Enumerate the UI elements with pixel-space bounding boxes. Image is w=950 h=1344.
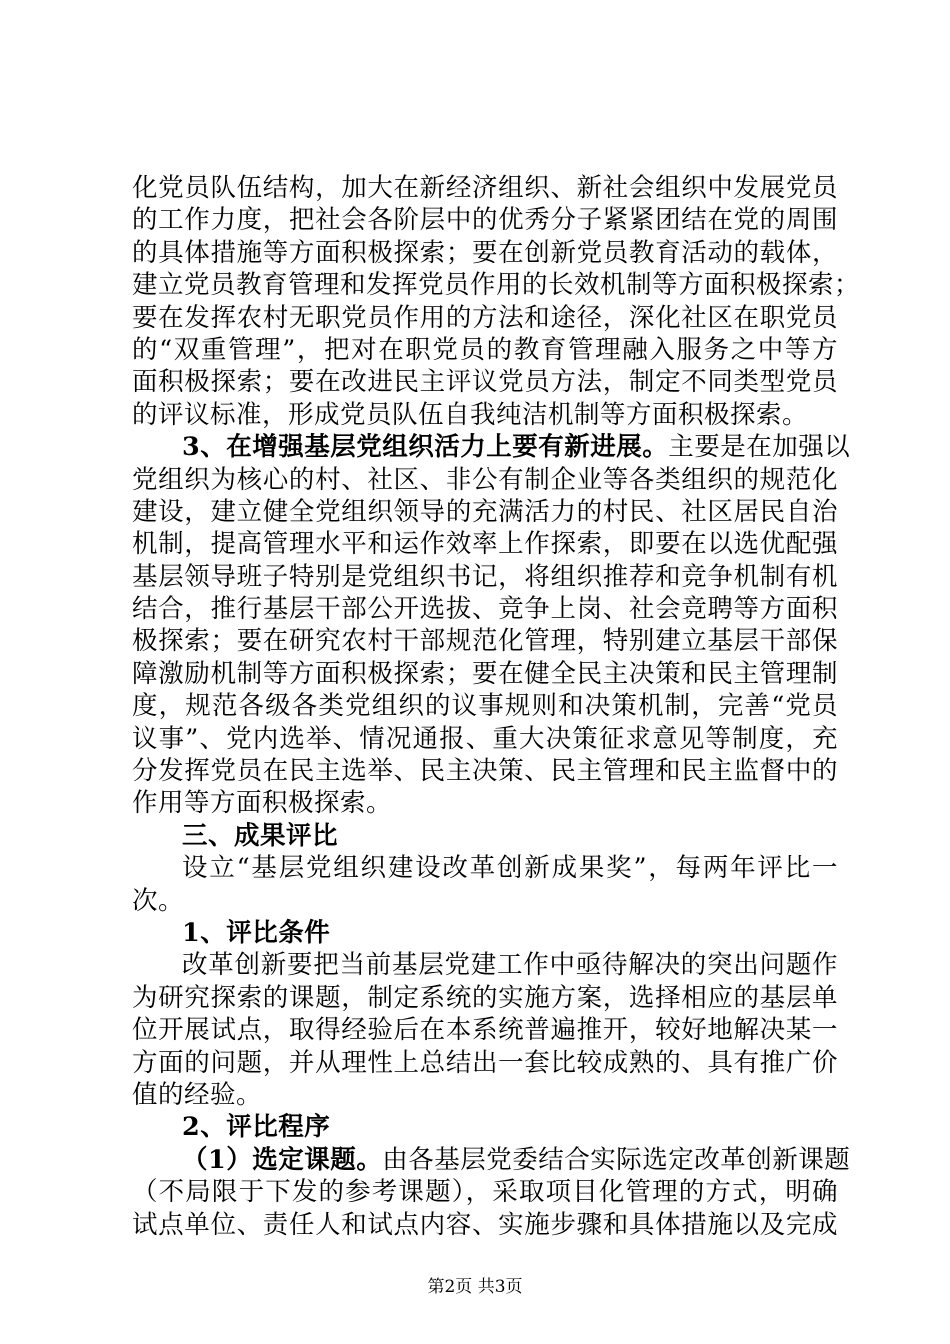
line-text: 试点单位、责任人和试点内容、实施步骤和具体措施以及完成 — [132, 1209, 838, 1240]
text-line — [132, 1014, 838, 1046]
text-line — [132, 561, 838, 593]
line-text: 障激励机制等方面积极探索；要在健全民主决策和民主管理制 — [132, 658, 838, 689]
text-line — [132, 366, 838, 398]
text-line — [132, 334, 838, 366]
text-line — [132, 625, 838, 657]
text-line — [132, 787, 838, 819]
text-line — [132, 885, 838, 917]
line-text: 面积极探索；要在改进民主评议党员方法，制定不同类型党员 — [132, 367, 838, 398]
bold-heading: 3、在增强基层党组织活力上要有新进展。 — [182, 432, 669, 463]
text-line — [132, 302, 838, 334]
text-line — [132, 1111, 838, 1143]
text-line — [132, 723, 838, 755]
text-line — [132, 1144, 851, 1176]
text-line — [132, 852, 838, 884]
text-line — [132, 1209, 838, 1241]
line-text: 的工作力度，把社会各阶层中的优秀分子紧紧团结在党的周围 — [132, 205, 838, 236]
text-line — [132, 1079, 838, 1111]
text-line — [132, 658, 838, 690]
text-line — [132, 949, 838, 981]
bold-heading: 三、成果评比 — [182, 820, 339, 851]
line-text: 化党员队伍结构，加大在新经济组织、新社会组织中发展党员 — [132, 173, 838, 203]
line-text: 主要是在加强以 — [668, 432, 851, 463]
line-text: （不局限于下发的参考课题），采取项目化管理的方式，明确 — [132, 1177, 838, 1208]
text-line — [132, 204, 838, 236]
line-text: 值的经验。 — [132, 1079, 263, 1110]
line-text: 次。 — [132, 885, 185, 916]
line-text: 度，规范各级各类党组织的议事规则和决策机制，完善“党员 — [132, 691, 838, 722]
line-text: 议事”、党内选举、情况通报、重大决策征求意见等制度，充 — [132, 723, 838, 754]
line-text: 方面的问题，并从理性上总结出一套比较成熟的、具有推广价 — [132, 1047, 838, 1078]
line-text: 的评议标准，形成党员队伍自我纯洁机制等方面积极探索。 — [132, 399, 809, 430]
bold-heading: （1）选定课题。 — [182, 1144, 383, 1175]
line-text: 要在发挥农村无职党员作用的方法和途径，深化社区在职党员 — [132, 302, 838, 333]
line-text: 改革创新要把当前基层党建工作中亟待解决的突出问题作 — [182, 950, 838, 981]
line-text: 作用等方面积极探索。 — [132, 788, 393, 819]
text-line — [132, 982, 838, 1014]
bold-heading: 2、评比程序 — [182, 1112, 331, 1143]
text-line — [132, 820, 838, 852]
text-line — [132, 431, 851, 463]
line-text: 结合，推行基层干部公开选拔、竞争上岗、社会竞聘等方面积 — [132, 594, 838, 625]
text-line — [132, 755, 838, 787]
text-line — [132, 269, 861, 301]
text-line — [132, 464, 838, 496]
text-line — [132, 237, 838, 269]
text-line — [132, 496, 838, 528]
line-text: 分发挥党员在民主选举、民主决策、民主管理和民主监督中的 — [132, 756, 838, 787]
text-line — [132, 690, 838, 722]
text-line — [132, 1047, 838, 1079]
text-line — [132, 593, 838, 625]
text-line — [132, 528, 838, 560]
line-text: 的具体措施等方面积极探索；要在创新党员教育活动的载体， — [132, 237, 838, 268]
line-text: 由各基层党委结合实际选定改革创新课题 — [382, 1144, 851, 1175]
text-line — [132, 399, 838, 431]
bold-heading: 1、评比条件 — [182, 917, 331, 948]
text-line — [132, 172, 838, 204]
line-text: 建立党员教育管理和发挥党员作用的长效机制等方面积极探索； — [132, 270, 861, 301]
document-body — [132, 172, 861, 1241]
page-footer: 第2页 共3页 — [427, 1277, 523, 1297]
line-text: 机制，提高管理水平和运作效率上作探索，即要在以选优配强 — [132, 529, 838, 560]
line-text: 极探索；要在研究农村干部规范化管理，特别建立基层干部保 — [132, 626, 838, 657]
line-text: 建设，建立健全党组织领导的充满活力的村民、社区居民自治 — [132, 496, 838, 527]
text-line — [132, 917, 838, 949]
line-text: 位开展试点，取得经验后在本系统普遍推开，较好地解决某一 — [132, 1015, 838, 1046]
line-text: 为研究探索的课题，制定系统的实施方案，选择相应的基层单 — [132, 982, 838, 1013]
line-text: 党组织为核心的村、社区、非公有制企业等各类组织的规范化 — [132, 464, 838, 495]
line-text: 设立“基层党组织建设改革创新成果奖”，每两年评比一 — [182, 853, 838, 884]
line-text: 的“双重管理”，把对在职党员的教育管理融入服务之中等方 — [132, 334, 838, 365]
text-line — [132, 1176, 838, 1208]
line-text: 基层领导班子特别是党组织书记，将组织推荐和竞争机制有机 — [132, 561, 838, 592]
